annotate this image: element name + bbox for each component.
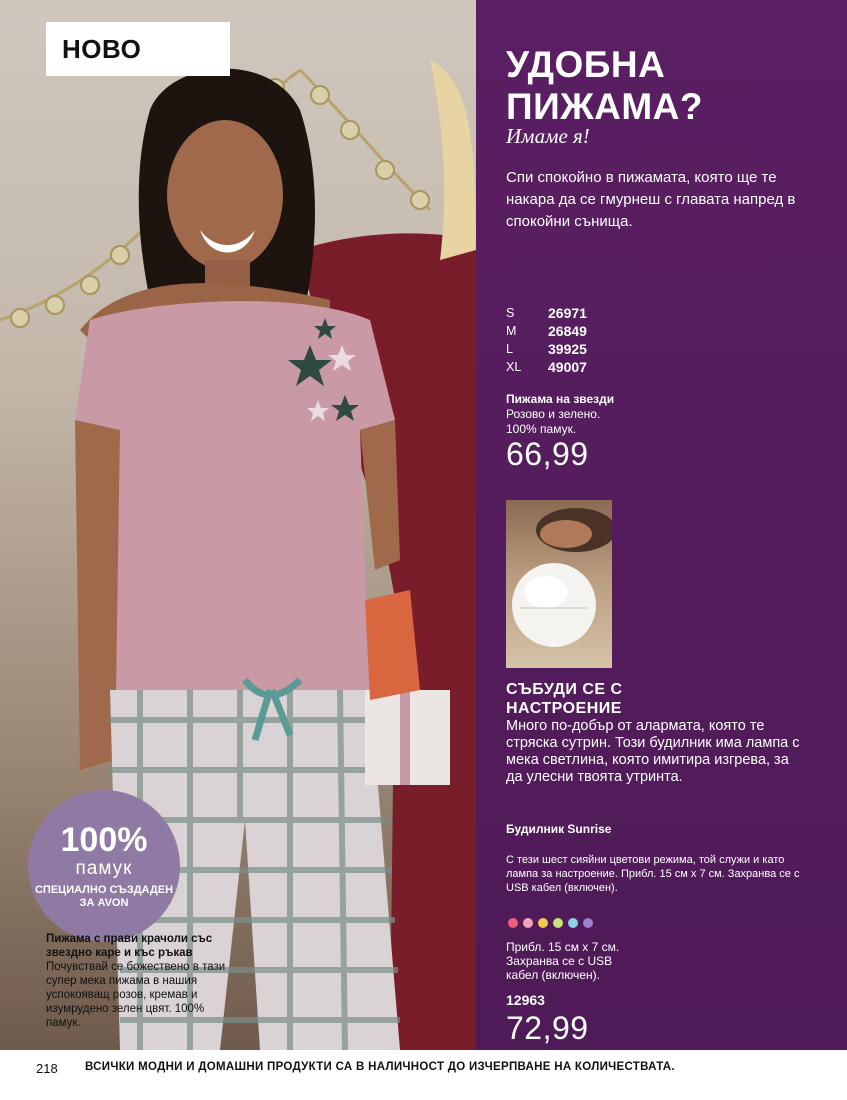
lamp-photo — [506, 500, 612, 668]
lamp-name: Будилник Sunrise — [506, 822, 612, 836]
footer — [0, 1050, 847, 1100]
size-label: S — [506, 306, 515, 320]
pyjama-price: 66,99 — [506, 436, 589, 472]
lamp-illustration — [506, 500, 612, 668]
headline-subtitle: Имаме я! — [506, 124, 590, 148]
size-code: 26971 — [548, 305, 587, 321]
size-codes — [506, 304, 587, 376]
cotton-note: СПЕЦИАЛНО СЪЗДАДЕН ЗА AVON — [34, 884, 174, 909]
size-label: L — [506, 342, 513, 356]
color-mode-dots — [508, 918, 593, 928]
headline-line2: ПИЖАМА? — [506, 86, 703, 127]
page-number: 218 — [36, 1061, 58, 1076]
lamp-dimensions — [506, 940, 619, 982]
size-code: 39925 — [548, 341, 587, 357]
size-row — [506, 322, 587, 340]
cotton-badge — [28, 790, 180, 942]
new-badge: НОВО — [46, 22, 230, 76]
lamp-code: 12963 — [506, 992, 545, 1008]
color-dot — [583, 918, 593, 928]
lamp-description: Много по-добър от алармата, която те стряска сутрин. Този будилник има лампа с мека светлина, която имитира изгрева, за да улесни твоята утринта. — [506, 718, 800, 785]
size-row — [506, 358, 587, 376]
lamp-dims-line1: Прибл. 15 см х 7 см. — [506, 940, 620, 954]
color-dot — [553, 918, 563, 928]
lamp-dims-line3: кабел (включен). — [506, 968, 600, 982]
size-code: 26849 — [548, 323, 587, 339]
headline-line1: УДОБНА — [506, 44, 666, 85]
lamp-price: 72,99 — [506, 1010, 589, 1046]
cotton-material: памук — [75, 858, 133, 879]
size-label: XL — [506, 360, 522, 374]
lamp-dims-line2: Захранва се с USB — [506, 954, 613, 968]
left-caption-text: Почувствай се божествено в тази супер мека пижама в нашия успокояващ розов, кремав и изумрудено зелен цвят. 100% памук. — [46, 961, 226, 1029]
pyjama-desc-line2: 100% памук. — [506, 422, 577, 436]
lamp-title-line1: СЪБУДИ СЕ С — [506, 681, 623, 698]
color-dot — [523, 918, 533, 928]
pyjama-description — [506, 407, 600, 437]
headline-description: Спи спокойно в пижамата, която ще те накара да се гмурнеш с главата напред в спокойни сънища. — [506, 169, 796, 230]
size-row — [506, 304, 587, 322]
product-panel — [476, 0, 847, 1050]
footer-disclaimer: ВСИЧКИ МОДНИ И ДОМАШНИ ПРОДУКТИ СА В НАЛИЧНОСТ ДО ИЗЧЕРПВАНЕ НА КОЛИЧЕСТВАТА. — [85, 1061, 675, 1073]
size-row — [506, 340, 587, 358]
left-caption — [46, 932, 236, 1030]
pyjama-desc-line1: Розово и зелено. — [506, 407, 601, 421]
left-caption-title: Пижама с прави крачоли със звездно каре и къс ръкав — [46, 933, 213, 959]
color-dot — [568, 918, 578, 928]
color-dot — [538, 918, 548, 928]
lamp-details: С тези шест сияйни цветови режима, той служи и като лампа за настроение. Прибл. 15 см х 7 см. Захранва се с USB кабел (включен). — [506, 854, 800, 894]
size-label: M — [506, 324, 517, 338]
cotton-percent: 100% — [60, 821, 148, 859]
headline — [506, 44, 703, 128]
lamp-title-line2: НАСТРОЕНИЕ — [506, 700, 622, 717]
pyjama-name: Пижама на звезди — [506, 392, 615, 406]
color-dot — [508, 918, 518, 928]
lamp-title — [506, 680, 623, 718]
size-code: 49007 — [548, 359, 587, 375]
